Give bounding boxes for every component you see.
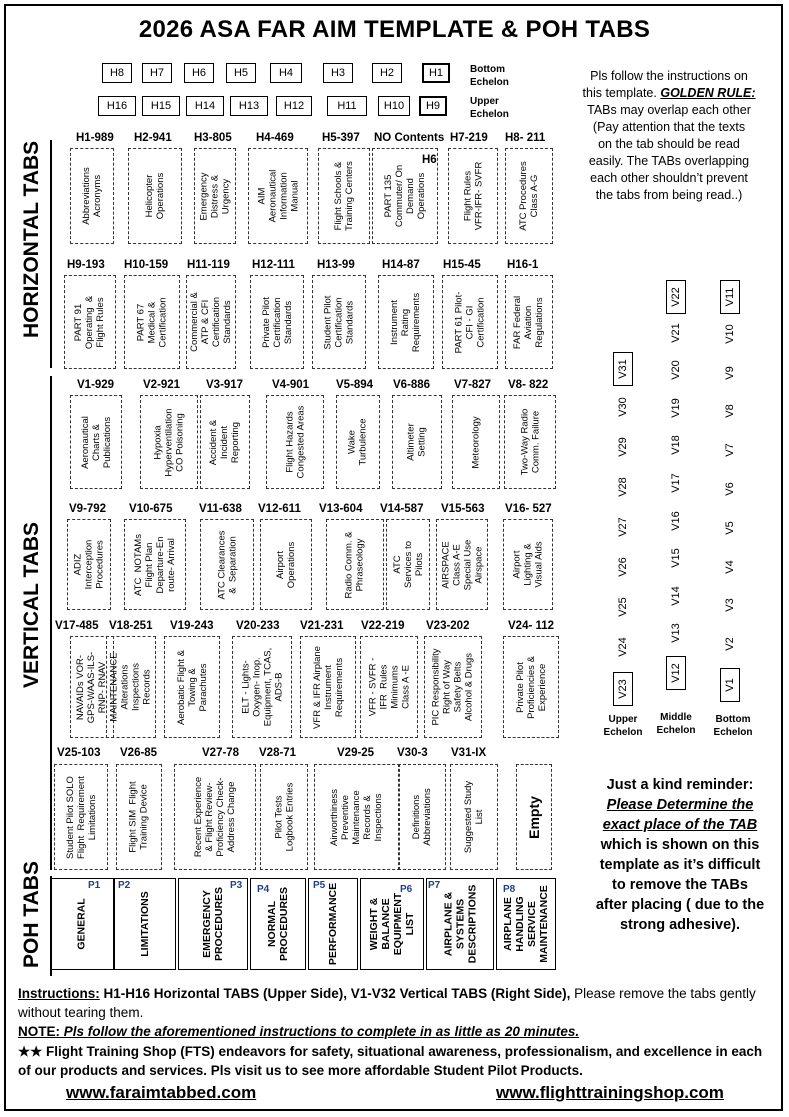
tab-label: Airport Operations [274, 541, 297, 588]
divider [50, 376, 52, 870]
tab-heading: H2-941 [134, 132, 172, 144]
tab-label: Flight Hazards Congested Areas [284, 405, 307, 479]
tab-h13[interactable] [312, 275, 366, 369]
tab-heading: V10-675 [129, 503, 173, 515]
tab-label: VFR - SVFR - IFR Rules Minimums Class A -E [367, 657, 411, 717]
tab-v16[interactable] [503, 519, 553, 610]
tab-v12[interactable] [260, 519, 312, 610]
poh-tab-number: P8 [503, 884, 516, 895]
tab-label: Altimeter Setting [405, 423, 428, 461]
poh-tab-p5[interactable] [308, 878, 358, 970]
poh-tab-number: P6 [400, 884, 413, 895]
tab-label: AIM Aeronautical Information Manual [256, 169, 300, 223]
v-echelon-label-v2: V2 [724, 637, 736, 651]
tab-heading: V12-611 [258, 503, 301, 515]
fts-statement: ★★ Flight Training Shop (FTS) endeavors for safety, situational awareness, professionalism, and excellence in each of our products and services. Pls visit us to see more affordable Student Pilot Products. [18, 1044, 763, 1078]
tab-heading: V9-792 [69, 503, 107, 515]
tab-heading: H10-159 [124, 259, 169, 271]
tab-heading: V25-103 [57, 747, 101, 759]
bottom-echelon-label: Bottom Echelon [470, 64, 509, 88]
echelon-box-h11: H11 [327, 96, 367, 116]
tab-h5[interactable] [318, 148, 370, 244]
tab-v4[interactable] [266, 395, 324, 489]
tab-v13[interactable] [326, 519, 384, 610]
tab-label: Radio Comm. & Phraseology [344, 530, 366, 599]
tab-h9[interactable] [64, 275, 116, 369]
tab-heading: V18-251 [109, 620, 153, 632]
tab-v8[interactable] [504, 395, 556, 489]
tab-v27[interactable] [174, 764, 256, 870]
tab-label: ADIZ Interception Procedures [72, 539, 106, 590]
tab-v6[interactable] [392, 395, 442, 489]
tab-heading: V6-886 [393, 379, 431, 391]
poh-tab-label: LIMITATIONS [139, 891, 151, 957]
note-text: NOTE: Pls follow the aforementioned instructions to complete in as little as 20 minutes. [18, 1024, 580, 1039]
flighttrainingshop-link[interactable]: www.flighttrainingshop.com [496, 1083, 724, 1102]
tab-heading: H7-219 [450, 132, 488, 144]
tab-label: Flight Schools & Training Centers [333, 161, 355, 231]
tab-label: ATC Clearances & Separation [216, 530, 238, 599]
tab-heading: H1-989 [76, 132, 114, 144]
poh-tab-label: GENERAL [76, 898, 88, 950]
v-echelon-box-v12 [666, 656, 686, 690]
v-echelon-label-v3: V3 [724, 598, 736, 613]
tab-label: PART 67 Medical & Certification [135, 296, 169, 348]
tab-heading: V28-71 [259, 747, 297, 759]
tab-label: Wake Turbulence [347, 418, 369, 466]
poh-tab-number: P1 [88, 880, 101, 891]
star-icon: ★★ [18, 1044, 43, 1059]
tab-label: Helicopter Operations [143, 172, 166, 220]
echelon-box-h15: H15 [142, 96, 180, 116]
v-echelon-label-v14: V14 [670, 586, 682, 606]
tab-heading: H12-111 [252, 259, 295, 271]
v-echelon-box-v31 [613, 352, 633, 386]
tab-label: Definitions Abbreviations [411, 788, 433, 846]
tab-heading: H8- 211 [505, 132, 546, 144]
poh-tab-p7[interactable] [426, 878, 494, 970]
echelon-box-h3: H3 [323, 63, 353, 83]
tab-v7[interactable] [452, 395, 500, 489]
tab-h15[interactable] [442, 275, 498, 369]
tab-h10[interactable] [124, 275, 180, 369]
v-echelon-label-v13: V13 [670, 623, 682, 644]
tab-heading: H4-469 [256, 132, 294, 144]
v-echelon-label-v7: V7 [724, 443, 736, 457]
tab-label: MAINTENANCE Alterations Inspections Records [109, 652, 153, 722]
tab-v23[interactable] [424, 636, 482, 738]
vertical-tabs-sidebar: VERTICAL TABS [20, 521, 43, 688]
echelon-box-h5: H5 [226, 63, 256, 83]
v-echelon-label-v26: V26 [617, 557, 629, 577]
tab-v22[interactable] [360, 636, 418, 738]
tab-v24[interactable] [503, 636, 559, 738]
tab-heading: V29-25 [337, 747, 375, 759]
echelon-box-h7: H7 [142, 63, 172, 83]
tab-label: Hypoxia Hyperventilation CO Poisoning [152, 407, 186, 477]
tab-v15[interactable] [436, 519, 488, 610]
tab-heading: V17-485 [55, 620, 99, 632]
v-echelon-label: V1 [724, 678, 736, 692]
v-echelon-label-v28: V28 [617, 477, 629, 497]
tab-heading: V24- 112 [508, 620, 555, 632]
v-echelon-box-v1 [720, 668, 740, 702]
v-echelon-label-v30: V30 [617, 397, 629, 417]
tab-heading: V8- 822 [508, 379, 549, 391]
tab-label: Airworthiness Preventive Maintenance Records & Inspections [329, 788, 385, 846]
echelon-box-h8: H8 [102, 63, 132, 83]
tab-label: AIRSPACE Class A-E Special Use Airspace [440, 539, 485, 590]
tab-label: Emergency Distress & Urgency [198, 171, 232, 221]
tab-label: Instrument Rating Requirements [389, 292, 423, 352]
tab-heading: V22-219 [361, 620, 405, 632]
echelon-box-h12: H12 [276, 96, 312, 116]
v-echelon-label-v8: V8 [724, 404, 736, 419]
tab-v20[interactable] [232, 636, 292, 738]
v-echelon-box-v11 [720, 280, 740, 314]
tab-heading: H13-99 [317, 259, 355, 271]
tab-v18[interactable] [106, 636, 156, 738]
poh-tab-number: P3 [230, 880, 243, 891]
tab-heading: V4-901 [272, 379, 310, 391]
tab-heading: V19-243 [170, 620, 214, 632]
v-echelon-label-v21: V21 [670, 322, 682, 343]
poh-tab-number: P5 [313, 880, 326, 891]
page-title: 2026 ASA FAR AIM TEMPLATE & POH TABS [138, 16, 651, 43]
v-echelon-label-v20: V20 [670, 360, 682, 380]
tab-h16[interactable] [505, 275, 553, 369]
tab-label: Private Pilot Certification Standards [260, 296, 294, 348]
bottom-echelon-caption: Bottom Echelon [713, 714, 753, 738]
poh-tab-label: NORMAL PROCEDURES [266, 886, 291, 962]
tab-label: ELT - Lights- Oxygen- Inop. Equipment, TCAS, ADS-B [240, 647, 285, 727]
poh-tab-p2[interactable] [114, 878, 176, 970]
v-echelon-label-v29: V29 [617, 437, 629, 457]
tab-label: Flight SIM Flight Training Device [128, 781, 150, 853]
tab-heading: V20-233 [236, 620, 280, 632]
poh-tab-number: P7 [428, 880, 441, 891]
v-echelon-label-v19: V19 [670, 398, 682, 418]
tab-label: PIC Responsibility Right of Way Safety Belts Alcohol & Drugs [431, 648, 475, 726]
v-echelon-label-v4: V4 [724, 559, 736, 574]
poh-tab-p3[interactable] [178, 878, 248, 970]
echelon-box-h6: H6 [184, 63, 214, 83]
poh-tab-label: AIRPLANE HANDLING SERVICE MAINTENANCE [502, 885, 550, 963]
upper-echelon-caption: Upper Echelon [603, 714, 643, 738]
tab-h3[interactable] [194, 148, 236, 244]
tab-heading: V7-827 [454, 379, 492, 391]
tab-heading: H3-805 [194, 132, 232, 144]
v-echelon-label-v25: V25 [617, 597, 629, 617]
v-echelon-label-v6: V6 [724, 482, 736, 496]
tab-label: PART 135 Commuter/ On Demand Operations [382, 164, 427, 228]
tab-heading: V23-202 [426, 620, 470, 632]
tab-heading: V13-604 [319, 503, 363, 515]
tab-label: Abbreviations Acronyms [81, 167, 103, 225]
tab-label: Aeronautical Charts & Publications [79, 415, 113, 469]
tab-v14[interactable] [386, 519, 430, 610]
horizontal-tabs-sidebar: HORIZONTAL TABS [20, 140, 43, 338]
tab-label: Pilot Tests Logbook Entries [273, 782, 296, 852]
middle-echelon-caption: Middle Echelon [656, 712, 696, 736]
tab-v19[interactable] [164, 636, 220, 738]
poh-tab-label: PERFORMANCE [327, 882, 340, 966]
tab-v1[interactable] [70, 395, 122, 489]
tab-label: Two-Way Radio Comm. Failure [519, 408, 542, 476]
v-echelon-label-v9: V9 [724, 365, 736, 380]
echelon-box-h13: H13 [230, 96, 268, 116]
tab-label: Student Pilot Certification Standards [322, 295, 356, 349]
tab-label: Airport Lighting & Visual Aids [511, 541, 545, 588]
tab-extra-label: H6 [422, 154, 437, 166]
echelon-box-h9: H9 [419, 96, 447, 116]
tab-heading: H9-193 [67, 259, 105, 271]
tab-no[interactable] [372, 148, 438, 244]
tab-label: Student Pilot SOLO Flight Requirement Limitations [64, 775, 98, 859]
tab-v10[interactable] [124, 519, 186, 610]
divider [50, 140, 52, 368]
tab-label: ATC NOTAMs Flight Plan Departure-En route- Arrival [133, 533, 178, 596]
tab-heading: V21-231 [300, 620, 344, 632]
v-echelon-label-v16: V16 [670, 510, 682, 531]
poh-tab-label: WEIGHT & BALANCE EQUIPMENT LIST [368, 892, 417, 956]
v-echelon-label-v15: V15 [670, 548, 682, 568]
tab-label: PART 91 Operating & Flight Rules [73, 295, 107, 349]
tab-v26[interactable] [116, 764, 162, 870]
tab-h14[interactable] [378, 275, 434, 369]
tab-heading: V15-563 [441, 503, 485, 515]
tab-label: ATC Procedures Class A-G [518, 161, 541, 231]
tab-h7[interactable] [448, 148, 498, 244]
tab-h1[interactable] [70, 148, 114, 244]
echelon-box-h2: H2 [372, 63, 402, 83]
tab-label: ATC Services to Pilots [391, 541, 425, 588]
tab-heading: NO Contents [374, 132, 445, 144]
faraimtabbed-link[interactable]: www.faraimtabbed.com [66, 1083, 257, 1102]
tab-h11[interactable] [186, 275, 236, 369]
tab-label: Suggested Study List [463, 780, 486, 854]
tab-h2[interactable] [128, 148, 182, 244]
tab-heading: V14-587 [380, 503, 424, 515]
tab-v31[interactable] [450, 764, 498, 870]
tab-label: PART 61 Pilot- CFI - GI Certification [453, 291, 487, 353]
echelon-box-h4: H4 [270, 63, 302, 83]
tab-v30[interactable] [398, 764, 446, 870]
poh-tabs-sidebar: POH TABS [20, 861, 43, 968]
tab-v25[interactable] [54, 764, 108, 870]
poh-tab-label: AIRPLANE & SYSTEMS DESCRIPTIONS [442, 884, 479, 964]
tab-label: Commercial & ATP & CFI Certification Standards [189, 292, 233, 352]
tab-v21[interactable] [300, 636, 356, 738]
tab-v29[interactable] [314, 764, 400, 870]
tab-label: Empty [525, 795, 542, 839]
v-echelon-label-v24: V24 [617, 637, 629, 657]
v-echelon-label: V31 [617, 359, 629, 379]
instruction-notice: Pls follow the instructions on this template. GOLDEN RULE: TABs may overlap each other (Pay attention that the texts on the tab should be read easily. The TABs overlapping each other shouldn’t prevent the tabs from being read..) [582, 69, 756, 202]
v-echelon-box-v22 [666, 280, 686, 314]
tab-v5[interactable] [336, 395, 380, 489]
tab-heading: V3-917 [206, 379, 244, 391]
tab-label: Recent Experience & Flight Review- Proficiency Check- Address Change [193, 776, 237, 858]
tab-label: NAVAIDs VOR- GPS-WAAS-ILS- RNP- RNAV [75, 651, 109, 723]
tab-heading: V27-78 [202, 747, 240, 759]
poh-tab-number: P4 [257, 884, 270, 895]
tab-h8[interactable] [505, 148, 553, 244]
v-echelon-label-v17: V17 [670, 473, 682, 493]
poh-tab-p6[interactable] [360, 878, 424, 970]
tab-label: VFR & IFR Airplane Instrument Requirements [311, 645, 345, 729]
v-echelon-label-v10: V10 [724, 324, 736, 344]
tab-v9[interactable] [67, 519, 111, 610]
tab-heading: H14-87 [382, 259, 420, 271]
tab-heading: V26-85 [120, 747, 158, 759]
tab-heading: V2-921 [143, 379, 181, 391]
tab-heading: H11-119 [187, 259, 230, 271]
poh-tab-label: EMERGENCY PROCEDURES [201, 886, 226, 962]
upper-echelon-label: Upper Echelon [470, 96, 509, 120]
tab-v28[interactable] [260, 764, 308, 870]
v-echelon-label-v27: V27 [617, 517, 629, 537]
instructions-text: Instructions: H1-H16 Horizontal TABS (Upper Side), V1-V32 Vertical TABS (Right Side), Please remove the tabs gently without tearing them. [18, 986, 756, 1020]
v-echelon-label: V12 [670, 663, 682, 683]
tab-heading: V1-929 [77, 379, 115, 391]
v-echelon-label-v18: V18 [670, 435, 682, 456]
tab-label: Meteorology [470, 415, 482, 469]
v-echelon-label: V11 [724, 287, 736, 307]
tab-label: Private Pilot Proficiencies & Experience [514, 655, 548, 719]
tab-v3[interactable] [200, 395, 250, 489]
tab-label: Flight Rules VFR-IFR- SVFR [462, 161, 485, 231]
echelon-box-h10: H10 [378, 96, 410, 116]
echelon-box-h1: H1 [422, 63, 450, 83]
poh-tab-p1[interactable] [50, 878, 114, 970]
echelon-box-h16: H16 [98, 96, 136, 116]
tab-heading: V30-3 [397, 747, 428, 759]
tab-heading: V16- 527 [505, 503, 552, 515]
tab-heading: V5-894 [336, 379, 374, 391]
tab-heading: H5-397 [322, 132, 360, 144]
tab-v2[interactable] [140, 395, 198, 489]
tab-h12[interactable] [250, 275, 304, 369]
tab-heading: H15-45 [443, 259, 481, 271]
v-echelon-label-v5: V5 [724, 521, 736, 535]
tab-label: Aerobatic Flight & Towing & Parachutes [175, 649, 209, 725]
tab-empty[interactable] [516, 764, 552, 870]
tab-label: Accident & Incident Reporting [208, 419, 242, 465]
tab-v11[interactable] [200, 519, 254, 610]
v-echelon-box-v23 [613, 672, 633, 706]
tab-heading: V11-638 [199, 503, 242, 515]
reminder-notice: Just a kind reminder: Please Determine the exact place of the TAB which is shown on this template as it’s difficult to remove the TABs after placing ( due to the strong adhesive). [595, 777, 765, 933]
tab-h4[interactable] [248, 148, 308, 244]
v-echelon-label: V23 [617, 679, 629, 699]
v-echelon-label: V22 [670, 287, 682, 307]
tab-label: FAR Federal Aviation Regulations [512, 295, 546, 349]
tab-heading: V31-IX [451, 747, 487, 759]
poh-tab-number: P2 [118, 880, 131, 891]
tab-heading: H16-1 [507, 259, 539, 271]
echelon-box-h14: H14 [186, 96, 224, 116]
